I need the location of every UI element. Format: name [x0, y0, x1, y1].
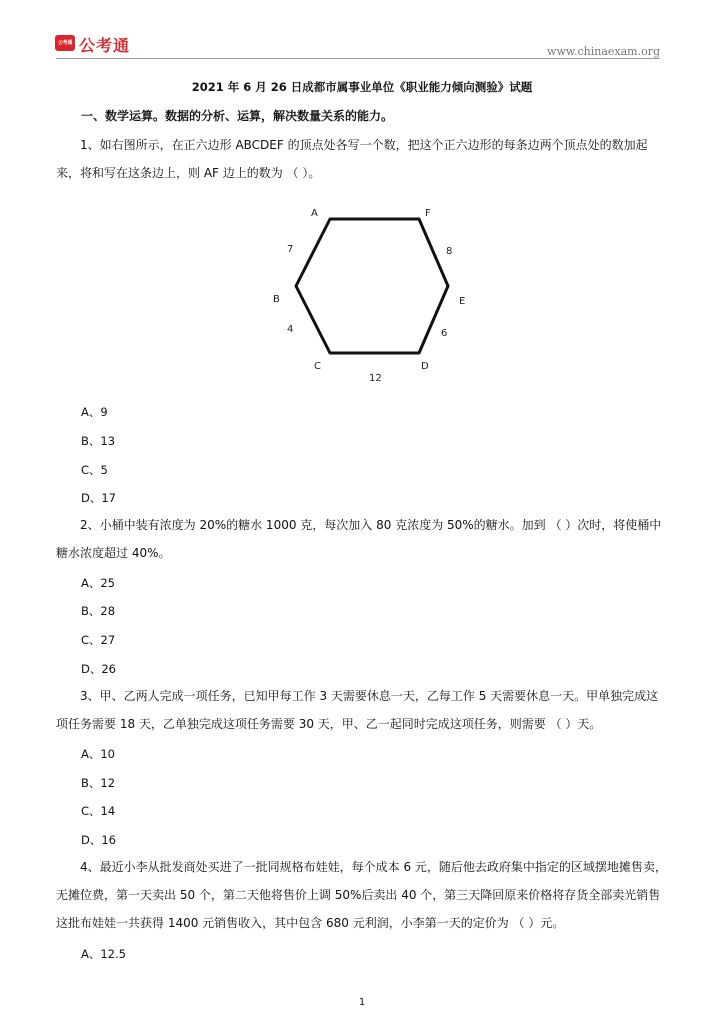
question-3: 3、甲、乙两人完成一项任务，已知甲每工作 3 天需要休息一天，乙每工作 5 天需要休息一天。甲单独完成这项任务需要 18 天，乙单独完成这项任务需要 30 天，甲、乙一起同时完成这项任务，则需要 （ ）天。 — [56, 689, 659, 731]
question-4: 4、最近小李从批发商处买进了一批同规格布娃娃，每个成本 6 元，随后他去政府集中指定的区域摆地摊售卖，无摊位费，第一天卖出 50 个，第二天他将售价上调 50%后卖出 40 个，第三天降回原来价格将存货全部卖光销售这批布娃娃一共获得 1400 元销售收入，其中包含 680 元利润，小李第一天的定价为 （ ）元。 — [56, 860, 667, 930]
q1-option-a: A、9 — [81, 405, 108, 419]
site-url[interactable]: www.chinaexam.org — [547, 45, 660, 58]
q3-option-a: A、10 — [81, 747, 116, 761]
edge-label-ed: 6 — [441, 328, 448, 339]
q1-option-d: D、17 — [81, 491, 116, 505]
hexagon-figure — [260, 198, 470, 388]
header-rule — [56, 58, 660, 59]
q1-option-b: B、13 — [81, 434, 116, 448]
q3-option-d: D、16 — [81, 833, 116, 847]
question-2: 2、小桶中装有浓度为 20%的糖水 1000 克，每次加入 80 克浓度为 50%的糖水。加到 （ ）次时，将使桶中糖水浓度超过 40%。 — [56, 518, 662, 560]
q1-option-c: C、5 — [81, 463, 108, 477]
q2-option-b: B、28 — [81, 604, 116, 618]
q2-option-d: D、26 — [81, 662, 116, 676]
page-number: 1 — [358, 997, 366, 1008]
q3-option-c: C、14 — [81, 804, 116, 818]
question-1: 1、如右图所示，在正六边形 ABCDEF 的顶点处各写一个数，把这个正六边形的每条边两个顶点处的数加起来，将和写在这条边上，则 AF 边上的数为 （ ）。 — [56, 138, 648, 180]
edge-label-cd: 12 — [369, 373, 382, 384]
section-heading: 一、数学运算。数据的分析、运算，解决数量关系的能力。 — [81, 109, 394, 123]
edge-label-bc: 4 — [287, 324, 294, 335]
q3-option-b: B、12 — [81, 776, 116, 790]
vertex-label-a: A — [311, 208, 318, 219]
logo-text: 公考通 — [79, 36, 131, 55]
vertex-label-c: C — [314, 361, 321, 372]
q4-option-a: A、12.5 — [81, 947, 126, 961]
page-header — [0, 0, 724, 60]
hexagon-shape — [296, 219, 448, 353]
edge-label-fe: 8 — [446, 246, 453, 257]
vertex-label-f: F — [425, 208, 431, 219]
document-title: 2021 年 6 月 26 日成都市属事业单位《职业能力倾向测验》试题 — [191, 80, 533, 94]
edge-label-ab: 7 — [287, 244, 294, 255]
vertex-label-b: B — [273, 294, 280, 305]
vertex-label-d: D — [421, 361, 429, 372]
q2-option-a: A、25 — [81, 576, 116, 590]
logo-badge: 公考通 — [55, 35, 75, 51]
vertex-label-e: E — [459, 296, 466, 307]
q2-option-c: C、27 — [81, 633, 116, 647]
